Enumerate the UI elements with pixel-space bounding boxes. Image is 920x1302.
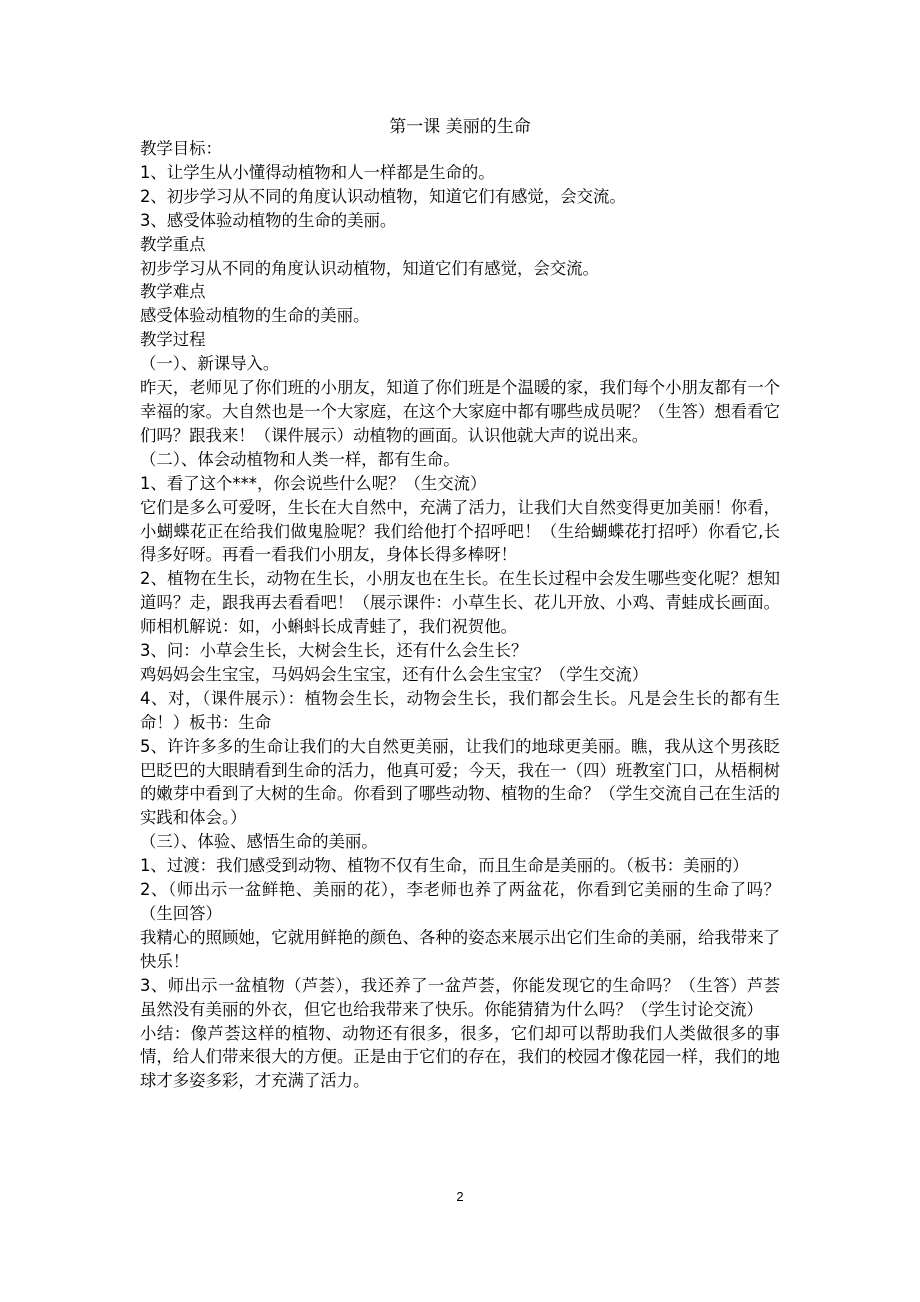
paragraph: 2、初步学习从不同的角度认识动植物，知道它们有感觉，会交流。 bbox=[140, 186, 626, 206]
paragraph: 鸡妈妈会生宝宝，马妈妈会生宝宝，还有什么会生宝宝？（学生交流） bbox=[140, 664, 649, 684]
document-body bbox=[140, 137, 780, 1093]
paragraph: 1、过渡：我们感受到动物、植物不仅有生命，而且生命是美丽的。（板书：美丽的） bbox=[140, 856, 749, 876]
paragraph: 2、植物在生长，动物在生长，小朋友也在生长。在生长过程中会发生哪些变化呢？想知道吗？走，跟我再去看看吧！（展示课件：小草生长、花儿开放、小鸡、青蛙成长画面。师相机解说：如，小蝌蚪长成青蛙了，我们祝贺他。 bbox=[140, 569, 780, 637]
paragraph-heading-difficulties: 教学难点 bbox=[140, 282, 206, 302]
paragraph: 它们是多么可爱呀，生长在大自然中，充满了活力，让我们大自然变得更加美丽！你看，小蝴蝶花正在给我们做鬼脸呢？我们给他打个招呼吧！（生给蝴蝶花打招呼）你看它,长得多好呀。再看一看我们小朋友，身体长得多棒呀！ bbox=[140, 497, 780, 565]
paragraph-summary: 小结：像芦荟这样的植物、动物还有很多，很多，它们却可以帮助我们人类做很多的事情，给人们带来很大的方便。正是由于它们的存在，我们的校园才像花园一样，我们的地球才多姿多彩，才充满了活力。 bbox=[140, 1023, 780, 1091]
paragraph: 昨天，老师见了你们班的小朋友，知道了你们班是个温暖的家，我们每个小朋友都有一个幸福的家。大自然也是一个大家庭，在这个大家庭中都有哪些成员呢？（生答）想看看它们吗？跟我来！（课件展示）动植物的画面。认识他就大声的说出来。 bbox=[140, 378, 780, 445]
paragraph: 初步学习从不同的角度认识动植物，知道它们有感觉，会交流。 bbox=[140, 258, 599, 278]
paragraph: 感受体验动植物的生命的美丽。 bbox=[140, 306, 370, 326]
paragraph-heading-process: 教学过程 bbox=[140, 330, 206, 350]
paragraph: 3、问：小草会生长，大树会生长，还有什么会生长？ bbox=[140, 641, 528, 661]
paragraph: 5、许许多多的生命让我们的大自然更美丽，让我们的地球更美丽。瞧，我从这个男孩眨巴眨巴的大眼睛看到生命的活力，他真可爱；今天，我在一（四）班教室门口，从梧桐树的嫩芽中看到了大树的生命。你看到了哪些动物、植物的生命？（学生交流自己在生活的实践和体会。） bbox=[140, 736, 780, 828]
page-number: 2 bbox=[456, 1189, 464, 1204]
paragraph: 我精心的照顾她，它就用鲜艳的颜色、各种的姿态来展示出它们生命的美丽，给我带来了快乐！ bbox=[140, 927, 780, 971]
section-heading: （三）、体验、感悟生命的美丽。 bbox=[140, 832, 378, 852]
paragraph-heading-key-points: 教学重点 bbox=[140, 234, 206, 254]
paragraph: 3、感受体验动植物的生命的美丽。 bbox=[140, 210, 397, 230]
paragraph: 1、看了这个***，你会说些什么呢？（生交流） bbox=[140, 473, 487, 493]
section-heading: （一）、新课导入。 bbox=[140, 354, 280, 374]
section-heading: （二）、体会动植物和人类一样，都有生命。 bbox=[140, 449, 460, 469]
paragraph: 4、对，（课件展示）：植物会生长，动物会生长，我们都会生长。凡是会生长的都有生命！）板书：生命 bbox=[140, 688, 780, 732]
paragraph: 2、（师出示一盆鲜艳、美丽的花），李老师也养了两盆花，你看到它美丽的生命了吗？（生回答） bbox=[140, 880, 780, 923]
paragraph: 1、让学生从小懂得动植物和人一样都是生命的。 bbox=[140, 162, 495, 182]
paragraph-heading-objectives: 教学目标： bbox=[140, 139, 222, 158]
page-title: 第一课 美丽的生命 bbox=[389, 117, 531, 137]
paragraph: 3、师出示一盆植物（芦荟），我还养了一盆芦荟，你能发现它的生命吗？（生答）芦荟虽然没有美丽的外衣，但它也给我带来了快乐。你能猜猜为什么吗？（学生讨论交流） bbox=[140, 975, 780, 1019]
